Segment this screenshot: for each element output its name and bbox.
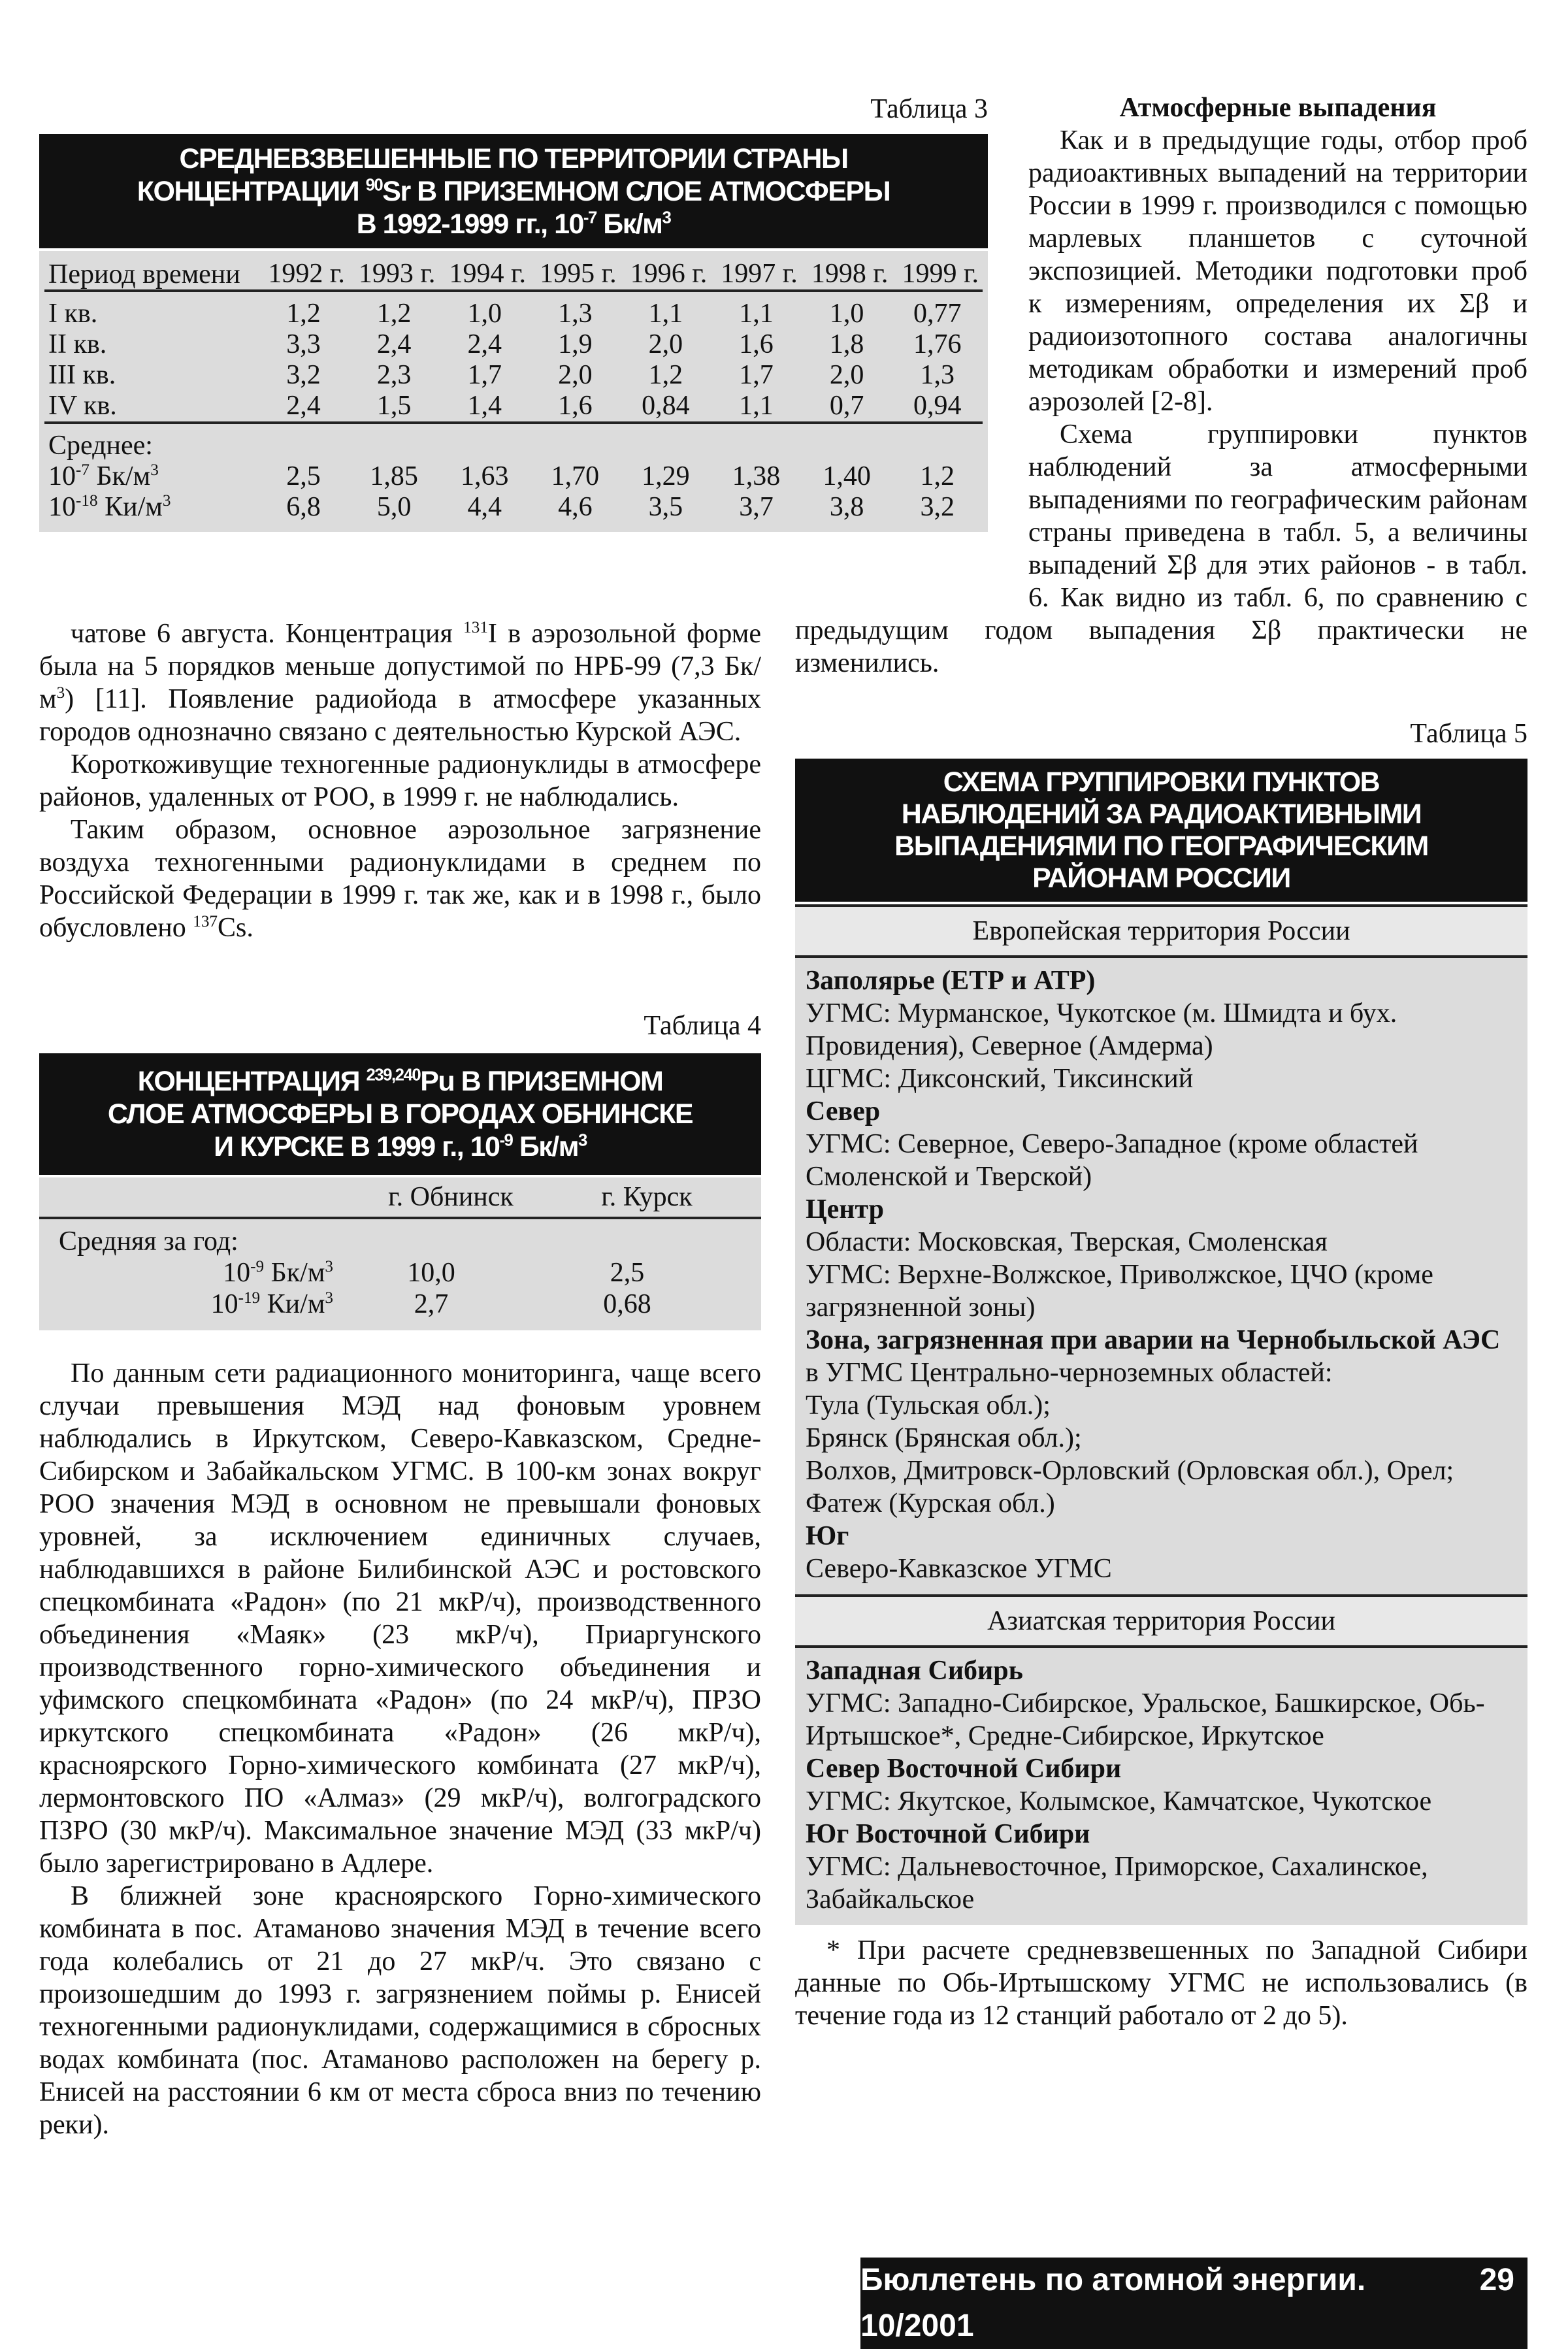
year-header: 1998 г.: [811, 259, 889, 289]
title-line: СРЕДНЕВЗВЕШЕННЫЕ ПО ТЕРРИТОРИИ СТРАНЫ: [179, 142, 848, 174]
paragraph: В ближней зоне красноярского Горно-химического комбината в пос. Атаманово значения МЭД в течение всего года колебались от 21 до 27 мкР/ч. Это связано с произошедшим до 1993 г. загрязнением поймы р. Енисей техногенными радионуклидами, содержащимися в сбросных водах комбината (пос. Атаманово расположен на берегу р. Енисей на расстоянии 6 км от места сброса вниз по течению реки).: [39, 1881, 761, 2140]
group-line: УГМС: Якутское, Колымское, Камчатское, Чукотское: [806, 1786, 1432, 1816]
left-text-b: [39, 1357, 761, 2141]
group-label: Средняя за год:: [59, 1226, 238, 1257]
cell-value: 1,2: [286, 299, 321, 329]
table5-footnote: [795, 1934, 1527, 2032]
superscript: 90: [365, 176, 383, 195]
superscript: -7: [583, 208, 596, 227]
cell-value: 10,0: [407, 1258, 455, 1288]
cell-value: 3,5: [648, 492, 683, 522]
cell-value: 2,0: [558, 360, 593, 390]
group-title: Центр: [806, 1194, 885, 1224]
title-line: В 1992-1999 гг., $10^{-7}$ $Бк/м^3$: [356, 208, 671, 240]
group-line: УГМС: Северное, Северо-Западное (кроме областей Смоленской и Тверской): [806, 1129, 1418, 1192]
cell-value: 1,8: [829, 329, 864, 359]
table-row: [59, 1289, 742, 1320]
cell-value: 1,70: [551, 461, 600, 491]
cell-value: 1,76: [913, 329, 962, 359]
superscript: 3: [578, 1131, 587, 1150]
title-line: КОНЦЕНТРАЦИИ $^{90}$Sr В ПРИЗЕМНОМ СЛОЕ АТМОСФЕРЫ: [137, 175, 890, 207]
cell-value: 1,0: [467, 299, 502, 329]
cell-value: 2,0: [829, 360, 864, 390]
superscript: 3: [150, 461, 159, 479]
col-kursk: г. Курск: [601, 1182, 693, 1212]
table5-caption: Таблица 5: [1410, 719, 1527, 749]
superscript: -18: [76, 492, 98, 510]
paragraph: Короткоживущие техногенные радионуклиды в атмосфере районов, удаленных от РОО, в 1999 г. не наблюдались.: [39, 749, 761, 812]
group-title: Заполярье (ЕТР и АТР): [806, 966, 1096, 996]
cell-value: 1,2: [920, 461, 955, 491]
cell-value: 1,85: [370, 461, 418, 491]
page-number: 29: [1479, 2263, 1514, 2297]
row-label: $10^{-18}$ $Ки/м^3$: [48, 492, 171, 522]
cell-value: 1,2: [376, 299, 412, 329]
cell-value: 1,63: [460, 461, 509, 491]
title-line: СЛОЕ АТМОСФЕРЫ В ГОРОДАХ ОБНИНСКЕ: [107, 1098, 693, 1130]
group-title: Западная Сибирь: [806, 1656, 1023, 1686]
group-line: ЦГМС: Диксонский, Тиксинский: [806, 1064, 1194, 1094]
group-line: Тула (Тульская обл.);: [806, 1390, 1051, 1421]
group-title: Юг: [806, 1521, 849, 1551]
cell-value: 1,9: [558, 329, 593, 359]
year-header: 1995 г.: [540, 259, 617, 289]
cell-value: 2,4: [376, 329, 412, 359]
year-header: 1993 г.: [358, 259, 436, 289]
table4-title: [39, 1053, 761, 1175]
superscript: 3: [162, 492, 171, 510]
title-line: НАБЛЮДЕНИЙ ЗА РАДИОАКТИВНЫМИ: [901, 798, 1422, 830]
cell-value: 2,5: [286, 461, 321, 491]
cell-value: 1,6: [739, 329, 774, 359]
group-line: УГМС: Верхне-Волжское, Приволжское, ЦЧО (кроме загрязненной зоны): [806, 1260, 1433, 1322]
cell-value: 1,38: [732, 461, 781, 491]
cell-value: 1,2: [648, 360, 683, 390]
cell-value: 2,4: [467, 329, 502, 359]
superscript: 3: [56, 684, 65, 702]
superscript: 239,240: [366, 1066, 421, 1085]
left-text-a: [39, 617, 761, 944]
page-footer: [860, 2258, 1527, 2349]
mean-label: Среднее:: [48, 431, 153, 461]
cell-value: 5,0: [376, 492, 412, 522]
title-line: И КУРСКЕ В 1999 г., $10^{-9}$ $Бк/м^3$: [214, 1131, 587, 1162]
cell-value: 1,1: [739, 391, 774, 421]
title-line: РАЙОНАМ РОССИИ: [1032, 862, 1290, 894]
superscript: 131: [463, 619, 488, 636]
cell-value: 2,0: [648, 329, 683, 359]
cell-value: 0,68: [603, 1289, 651, 1319]
group-line: Фатеж (Курская обл.): [806, 1488, 1055, 1519]
group-title: Север: [806, 1096, 881, 1126]
superscript: -19: [238, 1289, 261, 1307]
group-line: Северо-Кавказское УГМС: [806, 1554, 1112, 1584]
footnote-text: * При расчете средневзвешенных по Западной Сибири данные по Обь-Иртышскому УГМС не использовались (в течение года из 12 станций работало от 2 до 5).: [795, 1935, 1527, 2031]
section-heading: Атмосферные выпадения: [1119, 93, 1437, 123]
title-line: КОНЦЕНТРАЦИЯ $^{239,240}$Pu В ПРИЗЕМНОМ: [137, 1066, 663, 1097]
table4-caption: Таблица 4: [644, 1011, 761, 1041]
group-line: Брянск (Брянская обл.);: [806, 1423, 1082, 1453]
year-header: 1994 г.: [449, 259, 527, 289]
cell-value: 1,0: [829, 299, 864, 329]
cell-value: 1,5: [376, 391, 412, 421]
paragraph: Как и в предыдущие годы, отбор проб радиоактивных выпадений на территории России в 1999 г. производился с помощью марлевых планшетов с суточной экспозицией. Методики подготовки проб к измерениям, определения их Σβ и радиоизотопного состава аналогичны методикам обработки и измерений проб аэрозолей [2-8].: [1028, 125, 1527, 417]
table3-caption: Таблица 3: [870, 94, 988, 124]
cell-value: 1,4: [467, 391, 502, 421]
cell-value: 1,3: [558, 299, 593, 329]
cell-value: 1,3: [920, 360, 955, 390]
cell-value: 2,5: [610, 1258, 645, 1288]
title-line: ВЫПАДЕНИЯМИ ПО ГЕОГРАФИЧЕСКИМ: [894, 830, 1428, 862]
cell-value: 3,2: [920, 492, 955, 522]
cell-value: 0,84: [642, 391, 690, 421]
group-line: Волхов, Дмитровск-Орловский (Орловская обл.), Орел;: [806, 1456, 1454, 1486]
cell-value: 0,7: [829, 391, 864, 421]
superscript: -9: [250, 1258, 265, 1275]
title-line: СХЕМА ГРУППИРОВКИ ПУНКТОВ: [943, 766, 1380, 798]
superscript: -9: [499, 1131, 513, 1150]
cell-value: 1,1: [739, 299, 774, 329]
cell-value: 6,8: [286, 492, 321, 522]
year-header: 1996 г.: [630, 259, 708, 289]
group-title: Север Восточной Сибири: [806, 1754, 1122, 1784]
cell-value: 1,29: [642, 461, 690, 491]
cell-value: 4,6: [558, 492, 593, 522]
cell-value: 1,1: [648, 299, 683, 329]
region-groups: [795, 1648, 1527, 1925]
paragraph: По данным сети радиационного мониторинга, чаще всего случаи превышения МЭД над фоновым уровнем наблюдались в Иркутском, Северо-Кавказском, Средне-Сибирском и Забайкальском УГМС. В 100-км зонах вокруг РОО значения МЭД в основном не превышали фоновых уровней, за исключением единичных случаев, наблюдавшихся в районе Билибинской АЭС и ростовского спецкомбината «Радон» (по 21 мкР/ч), производственного объединения «Маяк» (23 мкР/ч), Приаргунского производственного горно-химического объединения и уфимского спецкомбината «Радон» (по 24 мкР/ч), ПРЗО иркутского спецкомбината «Радон» (26 мкР/ч), красноярского Горно-химического комбината (27 мкР/ч), лермонтовского ПО «Алмаз» (29 мкР/ч), волгоградского ПЗРО (30 мкР/ч). Максимальное значение МЭД (33 мкР/ч) было зарегистрировано в Адлере.: [39, 1358, 761, 1879]
table4: [39, 1053, 761, 1330]
cell-value: 3,8: [829, 492, 864, 522]
period-header: Период времени: [48, 259, 240, 289]
table5: [795, 759, 1527, 2032]
paragraph: Таким образом, основное аэрозольное загрязнение воздуха техногенными радионуклидами в среднем по Российской Федерации в 1999 г. так же, как и в 1998 г., было обусловлено $^{137}$Cs.: [39, 815, 761, 943]
superscript: 3: [325, 1258, 333, 1275]
region-header: Европейская территория России: [795, 904, 1527, 958]
table5-title: [795, 759, 1527, 902]
year-header: 1992 г.: [268, 259, 345, 289]
cell-value: 0,77: [913, 299, 962, 329]
cell-value: 2,7: [414, 1289, 449, 1319]
group-title: Зона, загрязненная при аварии на Чернобыльской АЭС: [806, 1325, 1501, 1355]
row-label: IV кв.: [48, 391, 117, 421]
cell-value: 1,40: [823, 461, 871, 491]
paragraph: чатове 6 августа. Концентрация $^{131}$I в аэрозольной форме была на 5 порядков меньше допустимой по НРБ-99 (7,3 $Бк/м^3$) [11]. Появление радиойода в атмосфере указанных городов однозначно связано с деятельностью Курской АЭС.: [39, 619, 762, 747]
cell-value: 1,7: [467, 360, 502, 390]
group-line: УГМС: Мурманское, Чукотское (м. Шмидта и бух. Провидения), Северное (Амдерма): [806, 998, 1397, 1061]
cell-value: 1,6: [558, 391, 593, 421]
cell-value: 0,94: [913, 391, 962, 421]
row-label: $10^{-9}$ $Бк/м^3$: [223, 1258, 333, 1288]
region-groups: [795, 958, 1527, 1594]
cell-value: 3,7: [739, 492, 774, 522]
journal-title: Бюллетень по атомной энергии. 10/2001: [860, 2263, 1366, 2343]
right-text: [795, 91, 1527, 680]
year-header: 1999 г.: [902, 259, 979, 289]
row-label: $10^{-19}$ $Ки/м^3$: [210, 1289, 333, 1319]
cell-value: 4,4: [467, 492, 502, 522]
row-label: II кв.: [48, 329, 107, 359]
table-row: [59, 1257, 742, 1289]
group-title: Юг Восточной Сибири: [806, 1819, 1090, 1849]
group-line: в УГМС Центрально-черноземных областей:: [806, 1358, 1333, 1388]
row-label: I кв.: [48, 299, 98, 329]
year-header: 1997 г.: [721, 259, 798, 289]
cell-value: 2,3: [376, 360, 412, 390]
col-obninsk: г. Обнинск: [388, 1182, 514, 1212]
cell-value: 3,2: [286, 360, 321, 390]
paragraph: Схема группировки пунктов наблюдений за атмосферными выпадениями по географическим районам страны приведена в табл. 5, а величины выпадений Σβ для этих районов - в табл. 6. Как видно из табл. 6, по сравнению с предыдущим годом выпадения Σβ практически не изменились.: [795, 419, 1527, 678]
superscript: 3: [662, 208, 671, 227]
superscript: 137: [193, 913, 218, 930]
row-label: $10^{-7}$ $Бк/м^3$: [48, 461, 159, 491]
superscript: -7: [76, 461, 90, 479]
group-line: УГМС: Дальневосточное, Приморское, Сахалинское, Забайкальское: [806, 1852, 1428, 1914]
superscript: 3: [325, 1289, 333, 1307]
cell-value: 1,7: [739, 360, 774, 390]
group-line: Области: Московская, Тверская, Смоленская: [806, 1227, 1328, 1257]
row-label: III кв.: [48, 360, 116, 390]
cell-value: 2,4: [286, 391, 321, 421]
cell-value: 3,3: [286, 329, 321, 359]
region-header: Азиатская территория России: [795, 1594, 1527, 1648]
group-line: УГМС: Западно-Сибирское, Уральское, Башкирское, Обь-Иртышское*, Средне-Сибирское, Иркутское: [806, 1688, 1485, 1751]
